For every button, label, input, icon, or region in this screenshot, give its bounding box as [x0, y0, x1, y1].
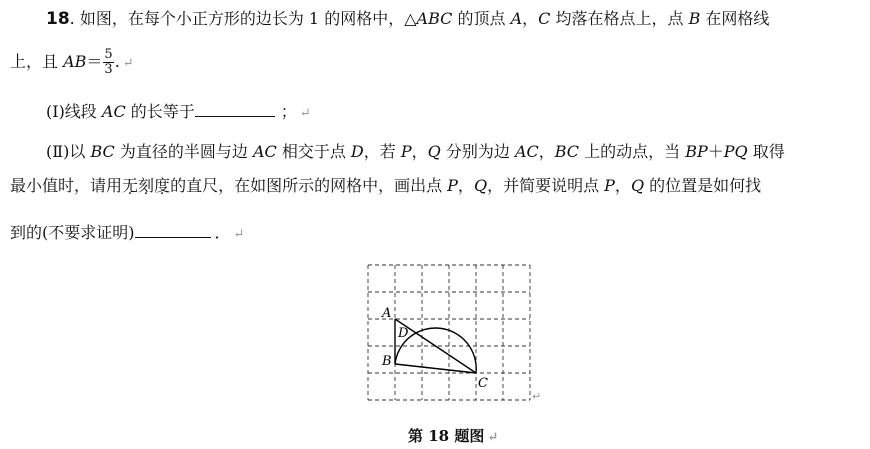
math-p: P — [400, 142, 412, 161]
emphasized-char: 度 — [154, 176, 171, 195]
text: 在网格线 — [700, 9, 770, 28]
text: ； — [280, 102, 297, 121]
answer-blank-2[interactable] — [135, 221, 211, 238]
problem-line-2 — [10, 48, 134, 77]
return-mark-icon: ↵ — [532, 390, 542, 403]
return-mark-icon: ↵ — [299, 106, 311, 121]
problem-line-1 — [46, 8, 769, 30]
text: 为直径的半圆与边 — [114, 142, 253, 161]
return-mark-icon: ↵ — [122, 56, 134, 71]
figure-caption-text: 第 18 题图 — [408, 427, 485, 445]
text: ， — [538, 142, 555, 161]
equals-sign: ＝ — [86, 52, 103, 71]
math-p: P — [447, 176, 458, 195]
text: ， — [457, 176, 474, 195]
text: 上，且 — [10, 52, 64, 71]
text: ， — [522, 9, 539, 28]
text: ． — [214, 223, 231, 242]
text: ， — [614, 176, 631, 195]
math-ac: AC — [101, 102, 126, 121]
text: (Ⅰ)线段 — [46, 102, 102, 121]
label-a: A — [382, 306, 392, 321]
text: ，若 — [363, 142, 401, 161]
text: 的直尺，在如图所示的网格中，画出点 — [170, 176, 448, 195]
text: 到的(不要求证明) — [10, 223, 135, 242]
math-ac: AC — [514, 142, 539, 161]
math-bc: BC — [554, 142, 580, 161]
label-c: C — [478, 376, 488, 391]
math-ac: AC — [252, 142, 277, 161]
math-p: P — [604, 176, 615, 195]
part-2-line-3 — [10, 221, 244, 246]
math-a: A — [510, 9, 523, 28]
text: . 如图，在每个小正方形的边长为 1 的网格中，△ — [69, 9, 417, 28]
math-bp: BP — [685, 142, 708, 161]
part-2-line-2 — [10, 175, 761, 197]
math-q: Q — [427, 142, 441, 161]
label-b: B — [382, 354, 392, 369]
emphasized-char: 刻 — [138, 176, 155, 195]
answer-blank-1[interactable] — [195, 100, 275, 117]
fraction-numerator: 5 — [104, 47, 113, 62]
text: 取得 — [747, 142, 785, 161]
math-q: Q — [630, 176, 645, 195]
figure-caption — [408, 425, 498, 446]
text: 的位置是如何找 — [644, 176, 762, 195]
fraction — [103, 48, 113, 77]
text: 相交于点 — [276, 142, 351, 161]
emphasized-char: 无 — [122, 176, 139, 195]
dashed-grid — [368, 265, 530, 400]
text: 均落在格点上，点 — [550, 9, 689, 28]
fraction-denominator: 3 — [104, 62, 113, 77]
plus-sign: ＋ — [707, 142, 724, 161]
text: (Ⅱ)以 — [46, 142, 91, 161]
text: . — [114, 52, 120, 71]
text: ， — [411, 142, 428, 161]
math-pq: PQ — [723, 142, 748, 161]
math-q: Q — [473, 176, 488, 195]
part-1 — [46, 100, 311, 125]
return-mark-icon: ↵ — [233, 227, 245, 242]
part-2-line-1 — [46, 141, 785, 163]
text: 的长等于 — [125, 102, 195, 121]
text: 最小值时，请用 — [10, 176, 123, 195]
text: 上的动点，当 — [579, 142, 686, 161]
question-number: 18 — [46, 9, 70, 29]
math-abc: ABC — [416, 9, 453, 28]
math-d: D — [350, 142, 364, 161]
text: 的顶点 — [452, 9, 511, 28]
label-d: D — [398, 326, 409, 341]
math-ab: AB — [63, 52, 87, 71]
math-b: B — [688, 9, 701, 28]
math-c: C — [538, 9, 551, 28]
return-mark-icon: ↵ — [487, 430, 499, 445]
math-bc: BC — [90, 142, 115, 161]
text: 分别为边 — [440, 142, 515, 161]
text: ，并简要说明点 — [487, 176, 605, 195]
geometry-figure — [366, 263, 546, 408]
